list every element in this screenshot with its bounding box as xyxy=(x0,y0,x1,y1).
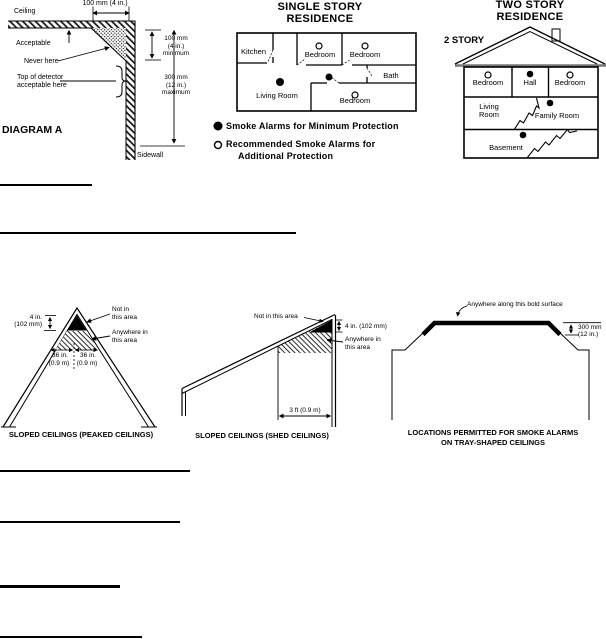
door-swing xyxy=(297,59,305,65)
room-label-basement: Basement xyxy=(489,143,523,152)
diagram-a-figure xyxy=(0,0,210,175)
smoke-alarm-minimum xyxy=(527,71,534,78)
ceiling-label: Ceiling xyxy=(14,8,36,15)
dim-4in-label: 4 in. (102 mm) xyxy=(345,322,387,330)
detector-note: Top of detector acceptable here xyxy=(17,74,67,89)
horizontal-rule xyxy=(0,184,92,186)
dim-36-right-label: 36 in. xyxy=(80,352,96,359)
horizontal-rule xyxy=(0,585,120,588)
shed-ceilings-title: SLOPED CEILINGS (SHED CEILINGS) xyxy=(195,431,329,440)
sidewall-label: Sidewall xyxy=(137,152,164,159)
single-story-figure xyxy=(210,0,440,170)
smoke-alarm-minimum xyxy=(547,100,554,107)
dim-36-right-metric: (0.9 m) xyxy=(76,359,98,367)
legend-filled-dot xyxy=(214,122,223,131)
room-label-kitchen: Kitchen xyxy=(241,47,267,56)
smoke-alarm-recommended xyxy=(316,43,322,49)
anywhere-label: Anywhere in this area xyxy=(112,329,148,344)
not-in-label: Not in this area xyxy=(254,313,298,320)
room-label-bedroom: Bedroom xyxy=(339,96,371,105)
anywhere-zone xyxy=(55,331,99,351)
room-label-bedroom: Bedroom xyxy=(304,50,336,59)
smoke-alarm-recommended xyxy=(362,43,368,49)
never-here-label: Never here xyxy=(24,58,59,65)
bold-permitted-surface xyxy=(423,323,560,335)
dim-4in-label: 4 in. (102 mm) xyxy=(14,313,42,328)
slope-inner xyxy=(182,320,332,394)
not-in-arrow xyxy=(304,318,323,322)
single-story-title: SINGLE STORY RESIDENCE xyxy=(277,1,363,25)
horizontal-rule xyxy=(0,232,296,234)
two-story-figure xyxy=(435,0,606,170)
room-label-living-room: Living Room xyxy=(256,91,298,100)
room-label-family-room: Family Room xyxy=(534,111,580,120)
smoke-alarm-minimum xyxy=(520,132,527,139)
horizontal-rule xyxy=(0,636,142,638)
smoke-alarm-minimum xyxy=(276,78,284,86)
room-label-bedroom: Bedroom xyxy=(472,78,504,87)
shed-ceilings-figure xyxy=(175,290,385,450)
tray-ceilings-title: LOCATIONS PERMITTED FOR SMOKE ALARMS ON TRAY-SHAPED CEILINGS xyxy=(407,428,579,447)
dim-3ft-label: 3 ft (0.9 m) xyxy=(289,407,321,414)
two-story-title: TWO STORY RESIDENCE xyxy=(495,0,565,23)
door-swing xyxy=(367,68,372,76)
story-count-label: 2 STORY xyxy=(444,35,485,46)
legend-additional-protection-line2: Additional Protection xyxy=(238,151,334,161)
detector-bracket xyxy=(116,66,126,97)
anywhere-leader-arrow xyxy=(458,306,468,316)
legend-minimum-protection: Smoke Alarms for Minimum Protection xyxy=(226,121,399,131)
room-label-bath: Bath xyxy=(383,71,399,80)
diagram-a-title: DIAGRAM A xyxy=(2,124,63,136)
room-label-living-room: Living Room xyxy=(478,102,499,119)
basement-stairs xyxy=(527,130,577,159)
room-label-bedroom: Bedroom xyxy=(349,50,381,59)
tray-outline xyxy=(392,323,589,421)
room-label-hall: Hall xyxy=(523,78,537,87)
anywhere-bold-label: Anywhere along this bold surface xyxy=(467,300,563,308)
sidewall-hatch xyxy=(126,28,135,160)
dim-300mm-metric: (12 in.) xyxy=(578,331,599,338)
max-dimension-label: 300 mm (12 in.) maximum xyxy=(161,74,191,96)
horizontal-rule xyxy=(0,470,190,472)
legend-open-dot xyxy=(215,142,222,149)
door-swing xyxy=(342,59,351,65)
never-here-arrow xyxy=(58,48,109,62)
ceiling-hatch xyxy=(8,21,135,28)
dim-300mm-label: 300 mm xyxy=(578,323,602,331)
room-label-bedroom: Bedroom xyxy=(554,78,586,87)
peaked-ceilings-title: SLOPED CEILINGS (PEAKED CEILINGS) xyxy=(8,430,154,439)
anywhere-label: Anywhere in this area xyxy=(345,336,381,351)
not-in-label: Not in this area xyxy=(112,306,137,321)
legend-additional-protection: Recommended Smoke Alarms for xyxy=(226,139,376,149)
acceptable-label: Acceptable xyxy=(16,40,51,47)
dim-36-left-label: 36 in. xyxy=(52,352,68,359)
horizontal-rule xyxy=(0,521,180,523)
top-dimension-label: 100 mm (4 in.) xyxy=(82,0,128,7)
dim-36-left-metric: (0.9 m) xyxy=(48,359,70,367)
tray-ceilings-figure xyxy=(385,295,606,455)
min-dimension-label: 100 mm (4 in.) minimum xyxy=(162,35,190,57)
anywhere-arrow xyxy=(92,336,110,339)
smoke-alarm-minimum xyxy=(326,74,333,81)
peaked-ceilings-figure xyxy=(0,290,175,450)
not-in-arrow xyxy=(87,314,110,322)
